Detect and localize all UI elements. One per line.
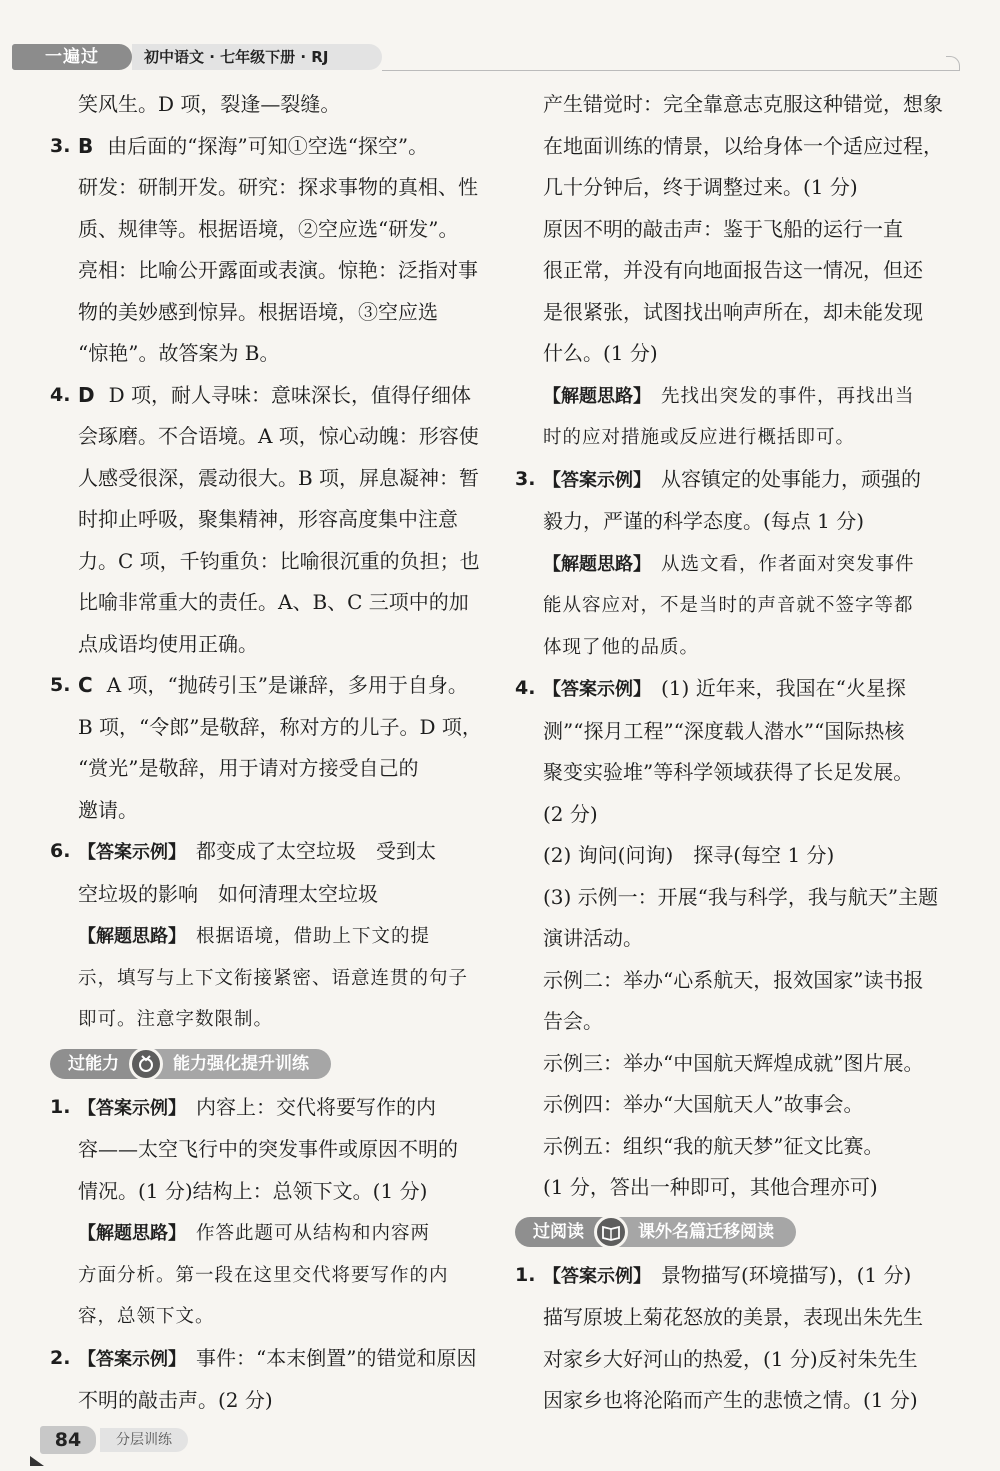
text-line: 不明的敲击声。(2 分): [78, 1388, 273, 1412]
text-line: 内容上：交代将要写作的内: [196, 1094, 436, 1119]
text-line: 是很紧张，试图找出响声所在，却未能发现: [543, 299, 923, 324]
corner-mark: [30, 1456, 44, 1466]
text-line: 描写原坡上菊花怒放的美景，表现出朱先生: [543, 1305, 923, 1329]
answer-tag: 【答案示例】: [78, 1097, 186, 1119]
answer-item-3: [50, 126, 505, 375]
item-number: 6.: [50, 840, 71, 862]
text-line: 因家乡也将沦陷而产生的悲愤之情。(1 分): [543, 1388, 918, 1412]
hint-line: 即可。注意字数限制。: [78, 1009, 274, 1030]
item-number: 4.: [515, 677, 536, 699]
text-line: A 项，“抛砖引玉”是谦辞，多用于自身。: [106, 673, 468, 697]
answer-tag: 【答案示例】: [543, 1265, 651, 1287]
item-number: 1.: [50, 1095, 71, 1118]
text-line: 亮相：比喻公开露面或表演。惊艳：泛指对事: [78, 258, 478, 282]
item-number: 4.: [50, 383, 71, 406]
hint-line: 时的应对措施或反应进行概括即可。: [543, 427, 856, 448]
text-line: 景物描写(环境描写)，(1 分): [661, 1262, 912, 1287]
item-number: 5.: [50, 674, 71, 696]
banner-label: 过能力: [50, 1049, 141, 1079]
section-banner-ability: [50, 1047, 505, 1081]
hint-tag: 【解题思路】: [543, 553, 651, 575]
answer-tag: 【答案示例】: [543, 679, 651, 700]
text-line: 情况。(1 分)结构上：总领下文。(1 分): [78, 1178, 428, 1203]
hint-line: 从选文看，作者面对突发事件: [661, 553, 915, 575]
text-line: 示例三：举办“中国航天辉煌成就”图片展。: [543, 1050, 924, 1075]
item-number: 1.: [515, 1263, 536, 1286]
footer-label: 分层训练: [100, 1428, 188, 1452]
text-line: 由后面的“探海”可知①空选“探空”。: [107, 133, 429, 158]
text-line: 在地面训练的情景，以给身体一个适应过程，: [543, 133, 943, 158]
answer-item-4-right: [515, 668, 965, 1209]
text-line: 测”“探月工程”“深度载人潜水”“国际热核: [543, 718, 905, 743]
banner-title: 课外名篇迁移阅读: [616, 1217, 796, 1247]
text-line: 什么。(1 分): [543, 341, 658, 365]
text-line: 空垃圾的影响 如何清理太空垃圾: [78, 881, 378, 906]
hint-tag: 【解题思路】: [78, 926, 186, 947]
right-column: [515, 84, 965, 1422]
text-line: 笑风生。D 项，裂逢—裂缝。: [78, 92, 341, 116]
medal-icon: [129, 1047, 163, 1081]
hint-line: 容，总领下文。: [78, 1306, 215, 1327]
text-line: 从容镇定的处事能力，顽强的: [661, 466, 921, 491]
hint-line: 方面分析。第一段在这里交代将要写作的内: [78, 1264, 449, 1286]
text-line: (3) 示例一：开展“我与科学，我与航天”主题: [543, 884, 939, 909]
text-line: 研发：研制开发。研究：探求事物的真相、性: [78, 175, 478, 199]
text-line: 质、规律等。根据语境，②空应选“研发”。: [78, 216, 459, 241]
answer-tag: 【答案示例】: [78, 842, 186, 863]
hint-line: 作答此题可从结构和内容两: [196, 1223, 431, 1244]
hint-tag: 【解题思路】: [543, 385, 651, 407]
reading-item-1: [515, 1255, 965, 1422]
practice-item-2: [50, 1338, 505, 1422]
text-line: 告会。: [543, 1009, 603, 1033]
text-line: 容——太空飞行中的突发事件或原因不明的: [78, 1137, 458, 1161]
answer-item-6: [50, 831, 505, 1041]
text-line: D 项，耐人寻味：意味深长，值得仔细体: [108, 382, 472, 407]
answer-tag: 【答案示例】: [78, 1348, 186, 1370]
banner-title: 能力强化提升训练: [151, 1049, 331, 1079]
answer-letter: D: [78, 382, 95, 407]
hint-line: 根据语境，借助上下文的提: [196, 926, 431, 947]
hint-line: 先找出突发的事件，再找出当: [661, 385, 915, 407]
text-line: 示例四：举办“大国航天人”故事会。: [543, 1092, 864, 1116]
text-line: 时抑止呼吸，聚集精神，形容高度集中注意: [78, 507, 458, 531]
text-line: 点成语均使用正确。: [78, 631, 258, 656]
answer-letter: C: [78, 673, 93, 697]
text-line: 几十分钟后，终于调整过来。(1 分): [543, 175, 858, 199]
text-line: “惊艳”。故答案为 B。: [78, 341, 280, 365]
header-rule: [382, 70, 960, 71]
text-line: “赏光”是敬辞，用于请对方接受自己的: [78, 756, 419, 780]
page-header: [0, 38, 1000, 74]
hint-line: 体现了他的品质。: [543, 636, 700, 658]
text-line: 示例五：组织“我的航天梦”征文比赛。: [543, 1133, 884, 1158]
hint-tag: 【解题思路】: [78, 1223, 186, 1244]
item-number: 3.: [50, 134, 71, 157]
text-line: 示例二：举办“心系航天，报效国家”读书报: [543, 967, 924, 992]
text-line: (2 分): [543, 801, 598, 826]
item-number: 2.: [50, 1346, 71, 1369]
text-line: 对家乡大好河山的热爱，(1 分)反衬朱先生: [543, 1346, 918, 1371]
text-line: 聚变实验堆”等科学领域获得了长足发展。: [543, 760, 914, 784]
text-line: 原因不明的敲击声：鉴于飞船的运行一直: [543, 216, 903, 241]
hint-line: 能从容应对，不是当时的声音就不签字等都: [543, 595, 914, 616]
section-banner-reading: [515, 1215, 965, 1249]
header-rule-corner: [946, 56, 960, 70]
brand-logo: 一遍过: [12, 44, 132, 70]
practice-item-1: [50, 1087, 505, 1338]
text-line: 邀请。: [78, 797, 138, 822]
text-line: (2) 询问(问询) 探寻(每空 1 分): [543, 843, 835, 867]
text-line: 比喻非常重大的责任。A、B、C 三项中的加: [78, 590, 469, 614]
text-line: 会琢磨。不合语境。A 项，惊心动魄：形容使: [78, 424, 479, 448]
text-line: 力。C 项，千钧重负：比喻很沉重的负担；也: [78, 548, 480, 573]
subject-label: 初中语文 · 七年级下册 · RJ: [132, 44, 382, 70]
text-line: B 项，“令郎”是敬辞，称对方的儿子。D 项，: [78, 714, 482, 739]
left-column: [50, 84, 505, 1422]
text-line: 毅力，严谨的科学态度。(每点 1 分): [543, 509, 865, 533]
text-line: 很正常，并没有向地面报告这一情况，但还: [543, 258, 923, 282]
answer-item-5: [50, 665, 505, 831]
banner-label: 过阅读: [515, 1217, 606, 1247]
answer-letter: B: [78, 133, 94, 158]
item-number: 3.: [515, 467, 536, 490]
text-line: (1 分，答出一种即可，其他合理亦可): [543, 1175, 878, 1199]
answer-item-4: [50, 375, 505, 666]
text-line: 产生错觉时：完全靠意志克服这种错觉，想象: [543, 92, 943, 116]
text-line: (1) 近年来，我国在“火星探: [661, 676, 906, 700]
text-line: 演讲活动。: [543, 926, 643, 950]
answer-tag: 【答案示例】: [543, 469, 651, 491]
page-number: 84: [40, 1426, 96, 1454]
text-line: 都变成了太空垃圾 受到太: [196, 839, 436, 863]
text-line: 人感受很深，震动很大。B 项，屏息凝神：暂: [78, 465, 480, 490]
hint-line: 示，填写与上下文衔接紧密、语意连贯的句子: [78, 967, 469, 989]
text-line: 物的美妙感到惊异。根据语境，③空应选: [78, 299, 438, 324]
book-icon: [594, 1215, 628, 1249]
text-line: 事件：“本末倒置”的错觉和原因: [196, 1345, 477, 1370]
answer-item-3-right: [515, 459, 965, 669]
